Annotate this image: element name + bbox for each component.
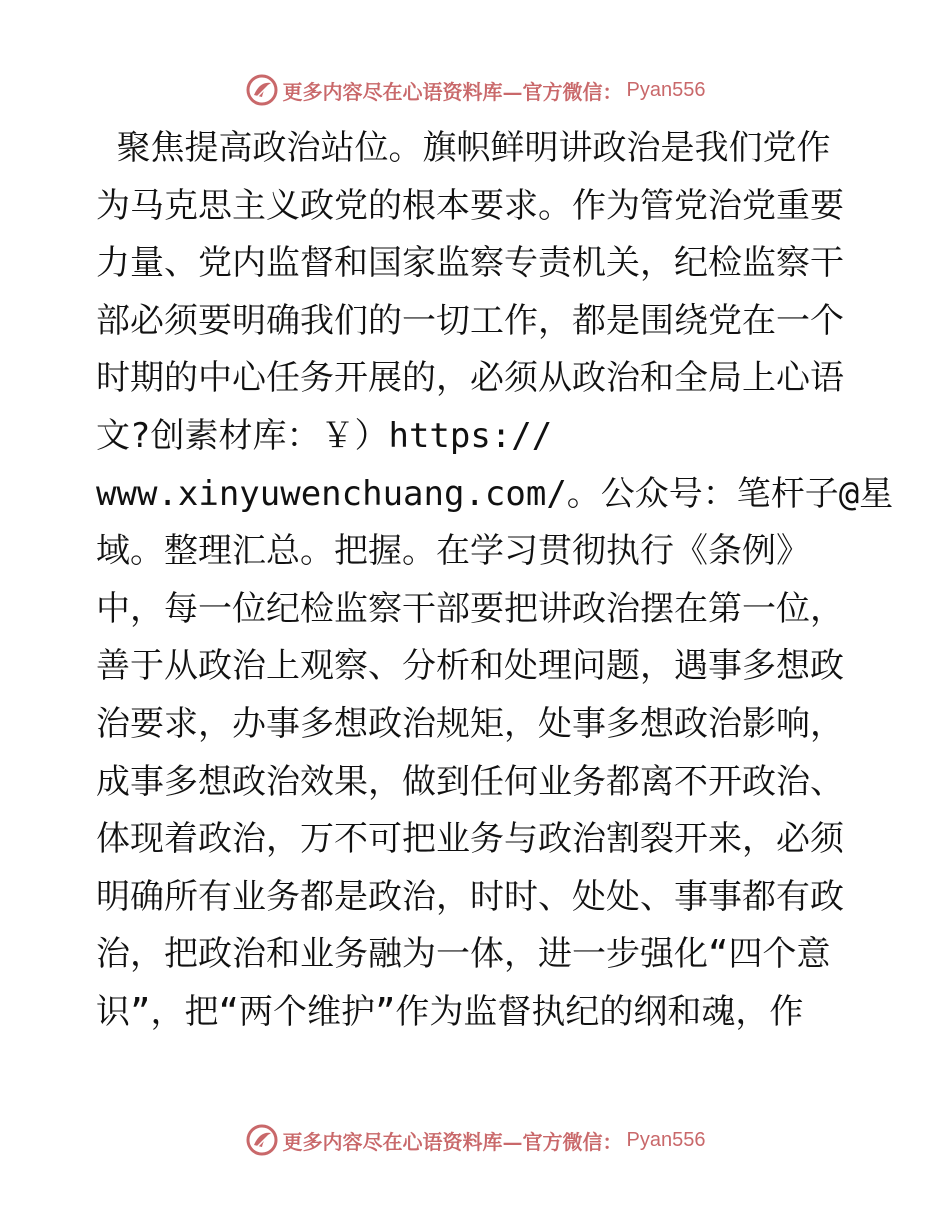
- seal-logo-icon: [245, 1123, 279, 1157]
- seal-logo-icon: [245, 73, 279, 107]
- footer-banner: [0, 1120, 950, 1160]
- text-line: 识”，把“两个维护”作为监督执纪的纲和魂，作: [96, 991, 804, 1032]
- text-line: 时期的中心任务开展的，必须从政治和全局上心语: [96, 358, 844, 399]
- text-line: 中，每一位纪检监察干部要把讲政治摆在第一位，: [96, 588, 844, 629]
- text-line: www.xinyuwenchuang.com/。公众号：笔杆子@星: [96, 473, 894, 514]
- footer-banner-text: 更多内容尽在心语资料库—官方微信：: [282, 1129, 623, 1154]
- text-line: 明确所有业务都是政治，时时、处处、事事都有政: [96, 876, 844, 917]
- text-line: 治要求，办事多想政治规矩，处事多想政治影响，: [96, 703, 844, 744]
- text-line: 文?创素材库：￥）https://: [96, 415, 553, 456]
- text-line: 成事多想政治效果，做到任何业务都离不开政治、: [96, 761, 844, 802]
- text-line: 聚焦提高政治站位。旗帜鲜明讲政治是我们党作: [96, 128, 831, 168]
- text-line: 治，把政治和业务融为一体，进一步强化“四个意: [96, 934, 831, 975]
- text-line: 体现着政治，万不可把业务与政治割裂开来，必须: [96, 819, 844, 860]
- text-line: 部必须要明确我们的一切工作，都是围绕党在一个: [96, 300, 844, 341]
- body-paragraph: [96, 120, 894, 1042]
- header-banner: [0, 70, 950, 110]
- footer-wechat-id: Pyan556: [626, 1128, 706, 1151]
- header-wechat-id: Pyan556: [626, 78, 706, 101]
- text-line: 域。整理汇总。把握。在学习贯彻执行《条例》: [96, 531, 810, 572]
- text-line: 善于从政治上观察、分析和处理问题，遇事多想政: [96, 646, 844, 687]
- text-line: 为马克思主义政党的根本要求。作为管党治党重要: [96, 185, 844, 226]
- header-banner-text: 更多内容尽在心语资料库—官方微信：: [282, 79, 623, 104]
- text-line: 力量、党内监督和国家监察专责机关，纪检监察干: [96, 243, 844, 284]
